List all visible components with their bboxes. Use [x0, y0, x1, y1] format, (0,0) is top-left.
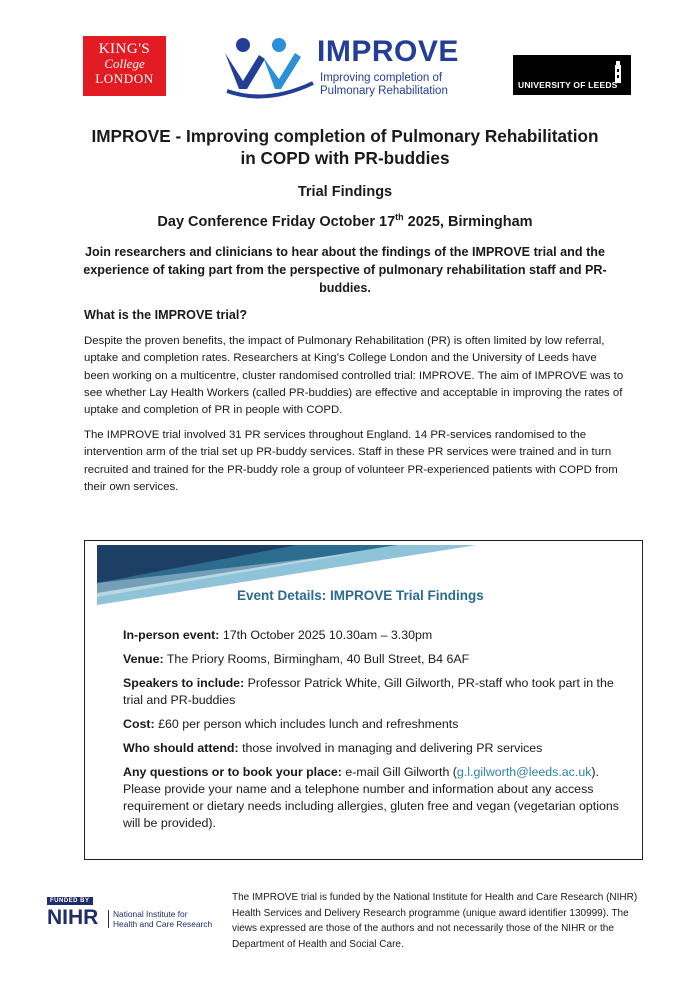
questions-value-2: ). Please provide your name and a telephone number and information about any access requirement or dietary needs including allergies, gluten free and vegan (vegetarian options will be provided).	[123, 765, 619, 830]
event-audience	[123, 740, 631, 757]
kings-college-london-logo	[83, 36, 166, 96]
questions-value-1: e-mail Gill Gilworth (	[341, 765, 457, 779]
conference-pre: Day Conference Friday October 17	[157, 214, 396, 230]
speakers-value: Professor Patrick White, Gill Gilworth, PR-staff who took part in the trial and PR-buddies	[123, 676, 614, 707]
nihr-inst-line-2: Health and Care Research	[113, 918, 213, 929]
in-person-value: 17th October 2025 10.30am – 3.30pm	[219, 628, 433, 642]
kcl-logo-line3: LONDON	[95, 71, 154, 86]
email-link[interactable]: g.l.gilworth@leeds.ac.uk	[456, 765, 592, 779]
nihr-funded-by: FUNDED BY	[47, 897, 93, 905]
event-details-box	[84, 540, 643, 860]
page-title	[0, 125, 690, 169]
intro-text: Join researchers and clinicians to hear about the findings of the IMPROVE trial and the experience of taking part from the perspective of pulmonary rehabilitation staff and PR-buddies.	[83, 245, 607, 295]
speakers-label: Speakers to include:	[123, 676, 245, 690]
nihr-divider	[108, 910, 109, 928]
attend-label: Who should attend:	[123, 741, 239, 755]
about-paragraph-2: The IMPROVE trial involved 31 PR services throughout England. 14 PR-services randomised to the intervention arm of the trial set up PR-buddy services. Staff in these PR services were trained and in turn recruited and trained for the PR-buddy role a group of volunteer PR-experienced patients with COPD from their own services.	[84, 429, 618, 493]
attend-value: those involved in managing and delivering PR services	[238, 741, 543, 755]
title-line-2: in COPD with PR-buddies	[240, 148, 450, 168]
improve-logo-tagline	[320, 72, 448, 98]
event-cost	[123, 716, 631, 733]
improve-figures-icon	[221, 35, 317, 99]
nihr-inst-line-1: National Institute for	[113, 909, 188, 919]
venue-label: Venue:	[123, 652, 164, 666]
cost-value: £60 per person which includes lunch and refreshments	[154, 717, 459, 731]
event-in-person	[123, 627, 631, 644]
kcl-logo-line2: College	[104, 56, 145, 71]
improve-logo	[221, 35, 471, 101]
funding-statement: The IMPROVE trial is funded by the National Institute for Health and Care Research (NIHR) Health Services and Delivery Research programme (unique award identifier 130999). The views expressed are those of the authors and not necessarily those of the NIHR or the Department of Health and Social Care.	[232, 892, 638, 950]
cost-label: Cost:	[123, 717, 155, 731]
nihr-name: NIHR	[47, 906, 99, 929]
event-venue	[123, 651, 631, 668]
title-line-1: IMPROVE - Improving completion of Pulmonary Rehabilitation	[91, 126, 599, 146]
nihr-institute	[113, 910, 212, 929]
leeds-logo-text: UNIVERSITY OF LEEDS	[518, 80, 618, 90]
venue-value: The Priory Rooms, Birmingham, 40 Bull Street, B4 6AF	[163, 652, 470, 666]
subtitle: Trial Findings	[297, 184, 393, 200]
nihr-logo	[47, 897, 227, 937]
in-person-label: In-person event:	[123, 628, 220, 642]
about-paragraph-1: Despite the proven benefits, the impact of Pulmonary Rehabilitation (PR) is often limited by low referral, uptake and completion rates. Researchers at King’s College London and the University of Leeds have been working on a multicentre, cluster randomised controlled trial: IMPROVE. The aim of IMPROVE was to see whether Lay Health Workers (called PR-buddies) are effective and acceptable in improving the rates of uptake and completion of PR in people with COPD.	[84, 335, 624, 417]
conference-date	[0, 212, 690, 230]
conference-sup: th	[395, 212, 404, 222]
event-title: Event Details: IMPROVE Trial Findings	[237, 588, 484, 603]
conference-post: 2025, Birmingham	[403, 214, 533, 230]
improve-tagline-1: Improving completion of	[320, 72, 443, 84]
event-questions	[123, 764, 631, 832]
section-heading: What is the IMPROVE trial?	[84, 308, 248, 322]
improve-logo-name: IMPROVE	[317, 35, 459, 68]
university-of-leeds-logo	[513, 55, 631, 95]
event-speakers	[123, 675, 631, 709]
kcl-logo-line1: KING'S	[98, 41, 151, 57]
event-details-list	[123, 627, 631, 839]
questions-label: Any questions or to book your place:	[123, 765, 342, 779]
improve-tagline-2: Pulmonary Rehabilitation	[320, 85, 448, 97]
